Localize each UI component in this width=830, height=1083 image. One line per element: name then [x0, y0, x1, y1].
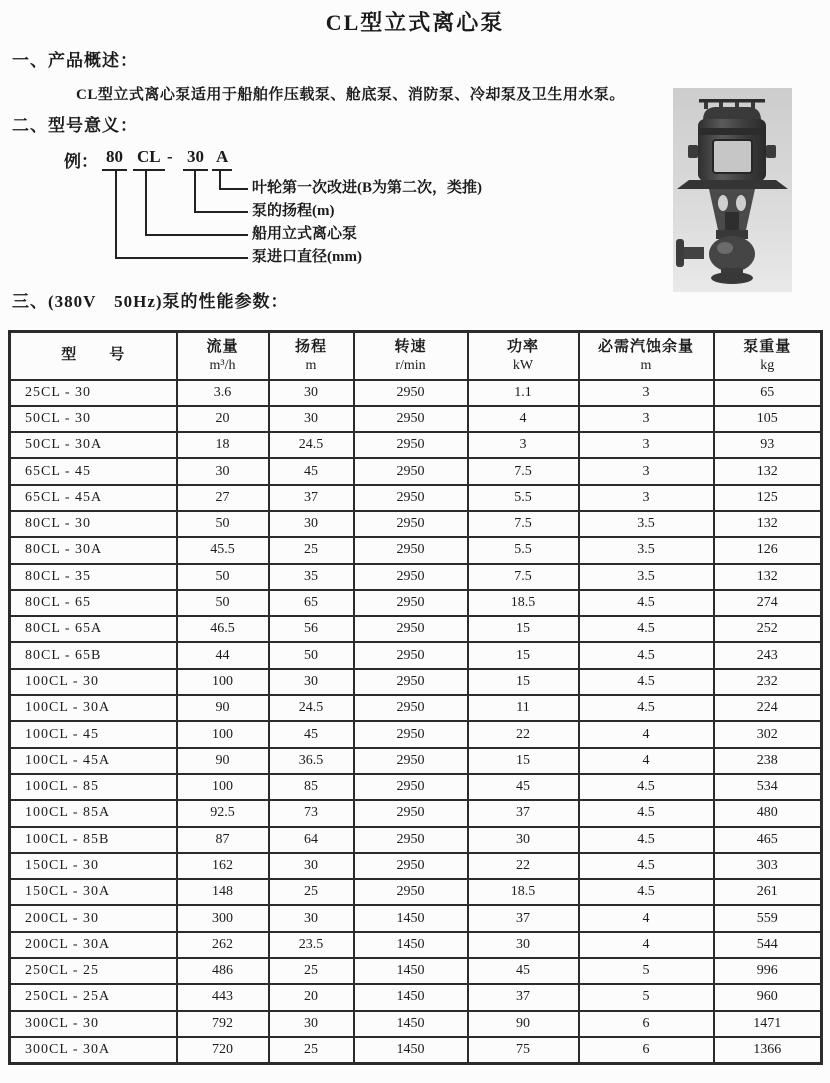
value-cell: 2950: [354, 432, 468, 458]
value-cell: 75: [468, 1037, 579, 1063]
page-title: CL型立式离心泵: [325, 10, 505, 35]
value-cell: 30: [269, 380, 354, 406]
table-row: [10, 774, 822, 800]
value-cell: 443: [177, 984, 269, 1010]
value-cell: 1450: [354, 932, 468, 958]
model-cell: 100CL - 85A: [10, 800, 177, 826]
model-cell: 100CL - 30A: [10, 695, 177, 721]
value-cell: 105: [714, 406, 822, 432]
value-cell: 5: [579, 958, 714, 984]
table-row: [10, 485, 822, 511]
value-cell: 5.5: [468, 485, 579, 511]
value-cell: 4: [579, 932, 714, 958]
column-header: 扬程 m: [269, 332, 354, 380]
value-cell: 30: [269, 853, 354, 879]
value-cell: 3.5: [579, 564, 714, 590]
value-cell: 996: [714, 958, 822, 984]
value-cell: 2950: [354, 695, 468, 721]
callout-variant-label: 叶轮第一次改进(B为第二次，类推): [252, 180, 482, 196]
value-cell: 238: [714, 748, 822, 774]
value-cell: 2950: [354, 616, 468, 642]
value-cell: 224: [714, 695, 822, 721]
example-head: 30: [183, 147, 208, 171]
value-cell: 100: [177, 774, 269, 800]
value-cell: 162: [177, 853, 269, 879]
value-cell: 15: [468, 642, 579, 668]
value-cell: 4.5: [579, 800, 714, 826]
table-row: [10, 984, 822, 1010]
model-cell: 50CL - 30A: [10, 432, 177, 458]
value-cell: 64: [269, 827, 354, 853]
value-cell: 25: [269, 1037, 354, 1063]
value-cell: 3.5: [579, 511, 714, 537]
model-cell: 80CL - 35: [10, 564, 177, 590]
value-cell: 85: [269, 774, 354, 800]
value-cell: 2950: [354, 642, 468, 668]
value-cell: 45: [468, 958, 579, 984]
value-cell: 45.5: [177, 537, 269, 563]
value-cell: 4: [579, 905, 714, 931]
value-cell: 2950: [354, 748, 468, 774]
section3-heading: 三、(380V 50Hz)泵的性能参数：: [12, 292, 289, 311]
value-cell: 18.5: [468, 590, 579, 616]
model-cell: 100CL - 45A: [10, 748, 177, 774]
value-cell: 30: [468, 827, 579, 853]
table-row: [10, 932, 822, 958]
section2-heading: 二、型号意义：: [12, 116, 138, 135]
value-cell: 300: [177, 905, 269, 931]
value-cell: 73: [269, 800, 354, 826]
example-variant: A: [212, 147, 232, 171]
callout-line-variant: [219, 171, 248, 190]
value-cell: 720: [177, 1037, 269, 1063]
value-cell: 45: [468, 774, 579, 800]
model-cell: 80CL - 65A: [10, 616, 177, 642]
model-cell: 80CL - 30: [10, 511, 177, 537]
model-cell: 80CL - 30A: [10, 537, 177, 563]
section1-heading: 一、产品概述：: [12, 51, 138, 70]
table-row: [10, 827, 822, 853]
value-cell: 7.5: [468, 564, 579, 590]
value-cell: 50: [177, 511, 269, 537]
value-cell: 544: [714, 932, 822, 958]
column-header: 型 号: [10, 332, 177, 380]
value-cell: 792: [177, 1011, 269, 1037]
model-cell: 80CL - 65: [10, 590, 177, 616]
value-cell: 148: [177, 879, 269, 905]
value-cell: 25: [269, 879, 354, 905]
table-header-row: [10, 332, 822, 380]
value-cell: 232: [714, 669, 822, 695]
value-cell: 44: [177, 642, 269, 668]
table-row: [10, 642, 822, 668]
value-cell: 22: [468, 853, 579, 879]
model-cell: 100CL - 45: [10, 721, 177, 747]
value-cell: 45: [269, 458, 354, 484]
table-row: [10, 958, 822, 984]
value-cell: 2950: [354, 879, 468, 905]
model-cell: 25CL - 30: [10, 380, 177, 406]
value-cell: 6: [579, 1011, 714, 1037]
table-row: [10, 695, 822, 721]
value-cell: 3: [579, 458, 714, 484]
model-cell: 65CL - 45: [10, 458, 177, 484]
value-cell: 1.1: [468, 380, 579, 406]
table-row: [10, 458, 822, 484]
model-cell: 200CL - 30A: [10, 932, 177, 958]
value-cell: 36.5: [269, 748, 354, 774]
model-cell: 100CL - 30: [10, 669, 177, 695]
value-cell: 30: [269, 669, 354, 695]
value-cell: 7.5: [468, 458, 579, 484]
value-cell: 30: [468, 932, 579, 958]
value-cell: 2950: [354, 800, 468, 826]
value-cell: 23.5: [269, 932, 354, 958]
value-cell: 2950: [354, 564, 468, 590]
callout-head-label: 泵的扬程(m): [252, 203, 335, 219]
value-cell: 480: [714, 800, 822, 826]
table-row: [10, 564, 822, 590]
value-cell: 2950: [354, 485, 468, 511]
value-cell: 30: [269, 1011, 354, 1037]
value-cell: 18: [177, 432, 269, 458]
value-cell: 4.5: [579, 669, 714, 695]
value-cell: 24.5: [269, 695, 354, 721]
value-cell: 7.5: [468, 511, 579, 537]
performance-table: [8, 330, 823, 1065]
model-cell: 65CL - 45A: [10, 485, 177, 511]
table-row: [10, 537, 822, 563]
value-cell: 46.5: [177, 616, 269, 642]
value-cell: 15: [468, 748, 579, 774]
value-cell: 4.5: [579, 774, 714, 800]
value-cell: 4.5: [579, 827, 714, 853]
callout-series-label: 船用立式离心泵: [252, 226, 358, 242]
value-cell: 2950: [354, 511, 468, 537]
value-cell: 1450: [354, 905, 468, 931]
value-cell: 3: [579, 485, 714, 511]
value-cell: 37: [468, 905, 579, 931]
value-cell: 559: [714, 905, 822, 931]
value-cell: 6: [579, 1037, 714, 1063]
value-cell: 2950: [354, 774, 468, 800]
model-cell: 250CL - 25: [10, 958, 177, 984]
value-cell: 4: [579, 721, 714, 747]
model-cell: 80CL - 65B: [10, 642, 177, 668]
value-cell: 534: [714, 774, 822, 800]
value-cell: 302: [714, 721, 822, 747]
value-cell: 132: [714, 511, 822, 537]
example-prefix: 例：: [64, 152, 98, 171]
value-cell: 2950: [354, 669, 468, 695]
value-cell: 27: [177, 485, 269, 511]
model-cell: 100CL - 85B: [10, 827, 177, 853]
column-header: 泵重量 kg: [714, 332, 822, 380]
value-cell: 100: [177, 669, 269, 695]
value-cell: 5.5: [468, 537, 579, 563]
value-cell: 2950: [354, 537, 468, 563]
value-cell: 126: [714, 537, 822, 563]
table-row: [10, 616, 822, 642]
column-header: 流量 m³/h: [177, 332, 269, 380]
value-cell: 11: [468, 695, 579, 721]
model-cell: 250CL - 25A: [10, 984, 177, 1010]
model-cell: 300CL - 30A: [10, 1037, 177, 1063]
value-cell: 261: [714, 879, 822, 905]
value-cell: 262: [177, 932, 269, 958]
value-cell: 2950: [354, 827, 468, 853]
value-cell: 37: [468, 800, 579, 826]
column-header: 功率 kW: [468, 332, 579, 380]
value-cell: 2950: [354, 590, 468, 616]
value-cell: 125: [714, 485, 822, 511]
table-row: [10, 406, 822, 432]
table-row: [10, 432, 822, 458]
value-cell: 252: [714, 616, 822, 642]
model-cell: 50CL - 30: [10, 406, 177, 432]
value-cell: 3: [468, 432, 579, 458]
table-row: [10, 879, 822, 905]
model-cell: 200CL - 30: [10, 905, 177, 931]
table-row: [10, 1011, 822, 1037]
value-cell: 4.5: [579, 642, 714, 668]
value-cell: 100: [177, 721, 269, 747]
value-cell: 56: [269, 616, 354, 642]
value-cell: 30: [269, 511, 354, 537]
value-cell: 2950: [354, 853, 468, 879]
model-cell: 150CL - 30: [10, 853, 177, 879]
value-cell: 15: [468, 616, 579, 642]
table-row: [10, 748, 822, 774]
value-cell: 1450: [354, 1037, 468, 1063]
example-inlet-size: 80: [102, 147, 127, 171]
value-cell: 132: [714, 564, 822, 590]
value-cell: 90: [468, 1011, 579, 1037]
value-cell: 3: [579, 406, 714, 432]
value-cell: 90: [177, 748, 269, 774]
value-cell: 37: [269, 485, 354, 511]
value-cell: 243: [714, 642, 822, 668]
value-cell: 20: [269, 984, 354, 1010]
value-cell: 92.5: [177, 800, 269, 826]
table-row: [10, 853, 822, 879]
value-cell: 303: [714, 853, 822, 879]
value-cell: 4.5: [579, 616, 714, 642]
value-cell: 960: [714, 984, 822, 1010]
value-cell: 4: [468, 406, 579, 432]
table-row: [10, 380, 822, 406]
callout-inlet-label: 泵进口直径(mm): [252, 249, 362, 265]
value-cell: 65: [714, 380, 822, 406]
model-cell: 300CL - 30: [10, 1011, 177, 1037]
value-cell: 4.5: [579, 695, 714, 721]
value-cell: 274: [714, 590, 822, 616]
table-row: [10, 590, 822, 616]
value-cell: 5: [579, 984, 714, 1010]
value-cell: 30: [269, 406, 354, 432]
value-cell: 50: [177, 590, 269, 616]
value-cell: 1450: [354, 1011, 468, 1037]
value-cell: 132: [714, 458, 822, 484]
example-series: CL: [133, 147, 165, 171]
value-cell: 3.6: [177, 380, 269, 406]
value-cell: 4.5: [579, 879, 714, 905]
value-cell: 2950: [354, 721, 468, 747]
table-row: [10, 721, 822, 747]
value-cell: 1366: [714, 1037, 822, 1063]
value-cell: 22: [468, 721, 579, 747]
value-cell: 93: [714, 432, 822, 458]
value-cell: 2950: [354, 406, 468, 432]
column-header: 转速 r/min: [354, 332, 468, 380]
value-cell: 20: [177, 406, 269, 432]
pump-photo: [673, 88, 792, 292]
value-cell: 15: [468, 669, 579, 695]
value-cell: 24.5: [269, 432, 354, 458]
value-cell: 2950: [354, 458, 468, 484]
value-cell: 465: [714, 827, 822, 853]
value-cell: 3: [579, 380, 714, 406]
value-cell: 35: [269, 564, 354, 590]
value-cell: 4: [579, 748, 714, 774]
value-cell: 90: [177, 695, 269, 721]
value-cell: 30: [269, 905, 354, 931]
value-cell: 45: [269, 721, 354, 747]
value-cell: 2950: [354, 380, 468, 406]
table-row: [10, 800, 822, 826]
value-cell: 37: [468, 984, 579, 1010]
value-cell: 87: [177, 827, 269, 853]
table-row: [10, 511, 822, 537]
table-row: [10, 1037, 822, 1063]
value-cell: 1450: [354, 984, 468, 1010]
value-cell: 25: [269, 537, 354, 563]
value-cell: 1471: [714, 1011, 822, 1037]
column-header: 必需汽蚀余量 m: [579, 332, 714, 380]
value-cell: 50: [269, 642, 354, 668]
model-cell: 100CL - 85: [10, 774, 177, 800]
value-cell: 3.5: [579, 537, 714, 563]
value-cell: 50: [177, 564, 269, 590]
value-cell: 4.5: [579, 853, 714, 879]
model-cell: 150CL - 30A: [10, 879, 177, 905]
value-cell: 4.5: [579, 590, 714, 616]
table-row: [10, 669, 822, 695]
value-cell: 3: [579, 432, 714, 458]
value-cell: 65: [269, 590, 354, 616]
table-row: [10, 905, 822, 931]
section1-body: CL型立式离心泵适用于船舶作压载泵、舱底泵、消防泵、冷却泵及卫生用水泵。: [76, 87, 625, 103]
value-cell: 18.5: [468, 879, 579, 905]
value-cell: 25: [269, 958, 354, 984]
value-cell: 30: [177, 458, 269, 484]
value-cell: 486: [177, 958, 269, 984]
example-dash: -: [167, 147, 173, 166]
value-cell: 1450: [354, 958, 468, 984]
